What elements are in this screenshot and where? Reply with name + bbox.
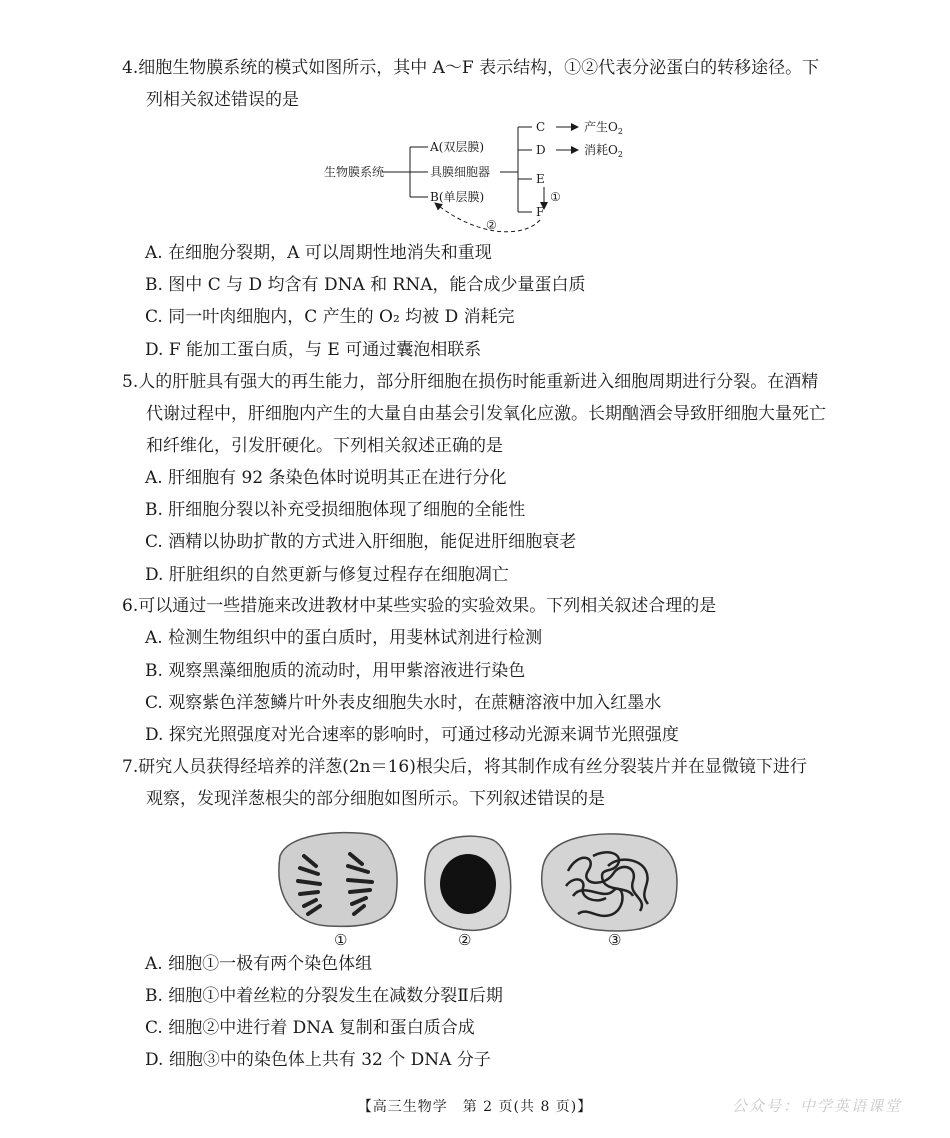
diagram-c-sub: 2 <box>617 127 623 136</box>
cell-1-label: ① <box>334 931 348 949</box>
q7-option-c: C. 细胞②中进行着 DNA 复制和蛋白质合成 <box>145 1018 475 1038</box>
q7-stem-line2: 观察，发现洋葱根尖的部分细胞如图所示。下列叙述错误的是 <box>146 789 605 809</box>
q6-option-c: C. 观察紫色洋葱鳞片叶外表皮细胞失水时，在蔗糖溶液中加入红墨水 <box>145 693 662 713</box>
q4-stem-line2: 列相关叙述错误的是 <box>146 90 299 110</box>
diagram-d-label: D <box>536 143 546 157</box>
q5-option-d: D. 肝脏组织的自然更新与修复过程存在细胞凋亡 <box>145 565 509 585</box>
diagram-path1-label: ① <box>550 190 561 204</box>
question-5 <box>122 366 826 462</box>
q4-option-a: A. 在细胞分裂期，A 可以周期性地消失和重现 <box>145 243 492 263</box>
svg-text:产生O2 <box>584 119 623 136</box>
q6-option-a: A. 检测生物组织中的蛋白质时，用斐林试剂进行检测 <box>145 628 543 648</box>
watermark: 公众号：中学英语课堂 <box>731 1097 902 1115</box>
diagram-path2-label: ② <box>486 218 497 232</box>
q5-stem-line3: 和纤维化，引发肝硬化。下列相关叙述正确的是 <box>146 436 503 456</box>
q7-option-d: D. 细胞③中的染色体上共有 32 个 DNA 分子 <box>145 1050 491 1070</box>
cell-2-image <box>425 836 511 930</box>
q6-option-d: D. 探究光照强度对光合速率的影响时，可通过移动光源来调节光照强度 <box>145 725 679 745</box>
question-4 <box>122 52 819 116</box>
diagram-b-label: B(单层膜) <box>430 190 485 204</box>
q5-option-a: A. 肝细胞有 92 条染色体时说明其正在进行分化 <box>145 468 507 488</box>
q7-option-b: B. 细胞①中着丝粒的分裂发生在减数分裂Ⅱ后期 <box>145 986 503 1006</box>
q5-option-c: C. 酒精以协助扩散的方式进入肝细胞，能促进肝细胞衰老 <box>145 532 577 552</box>
q6-option-b: B. 观察黑藻细胞质的流动时，用甲紫溶液进行染色 <box>145 661 526 681</box>
diagram-root-label: 生物膜系统 <box>324 165 385 179</box>
cell-1-image <box>279 833 397 927</box>
q7-stem-line1: 7.研究人员获得经培养的洋葱(2n＝16)根尖后，将其制作成有丝分裂装片并在显微镜下进行 <box>122 757 807 777</box>
q4-option-d: D. F 能加工蛋白质，与 E 可通过囊泡相联系 <box>145 340 482 360</box>
cell-3-image <box>542 834 677 931</box>
onion-cells-figure <box>268 826 688 951</box>
cell-3-label: ③ <box>608 931 622 949</box>
q4-option-b: B. 图中 C 与 D 均含有 DNA 和 RNA，能合成少量蛋白质 <box>145 275 586 295</box>
page-footer: 【高三生物学 第 2 页(共 8 页)】 <box>357 1099 593 1115</box>
q5-stem-line2: 代谢过程中，肝细胞内产生的大量自由基会引发氧化应激。长期酗酒会导致肝细胞大量死亡 <box>146 404 826 424</box>
q7-option-a: A. 细胞①一极有两个染色体组 <box>145 954 373 974</box>
q5-option-b: B. 肝细胞分裂以补充受损细胞体现了细胞的全能性 <box>145 500 526 520</box>
svg-text:消耗O2 <box>584 142 623 159</box>
question-6 <box>122 590 716 622</box>
q4-option-c: C. 同一叶肉细胞内，C 产生的 O₂ 均被 D 消耗完 <box>145 307 515 327</box>
diagram-d-output: 消耗O <box>584 143 618 157</box>
diagram-a-label: A(双层膜) <box>430 140 485 154</box>
diagram-d-sub: 2 <box>617 150 623 159</box>
q4-stem-line1: 4.细胞生物膜系统的模式如图所示，其中 A～F 表示结构，①②代表分泌蛋白的转移途径。下 <box>122 58 820 78</box>
cell-2-label: ② <box>458 931 472 949</box>
q6-stem-line1: 6.可以通过一些措施来改进教材中某些实验的实验效果。下列相关叙述合理的是 <box>122 596 717 616</box>
diagram-c-output: 产生O <box>584 120 618 134</box>
question-7 <box>122 751 807 815</box>
q5-stem-line1: 5.人的肝脏具有强大的再生能力，部分肝细胞在损伤时能重新进入细胞周期进行分裂。在酒精 <box>122 372 819 392</box>
diagram-mid-label: 具膜细胞器 <box>430 165 491 179</box>
diagram-c-label: C <box>536 120 546 134</box>
membrane-system-diagram <box>320 115 660 240</box>
diagram-f-label: F <box>536 205 545 219</box>
diagram-e-label: E <box>536 172 545 186</box>
